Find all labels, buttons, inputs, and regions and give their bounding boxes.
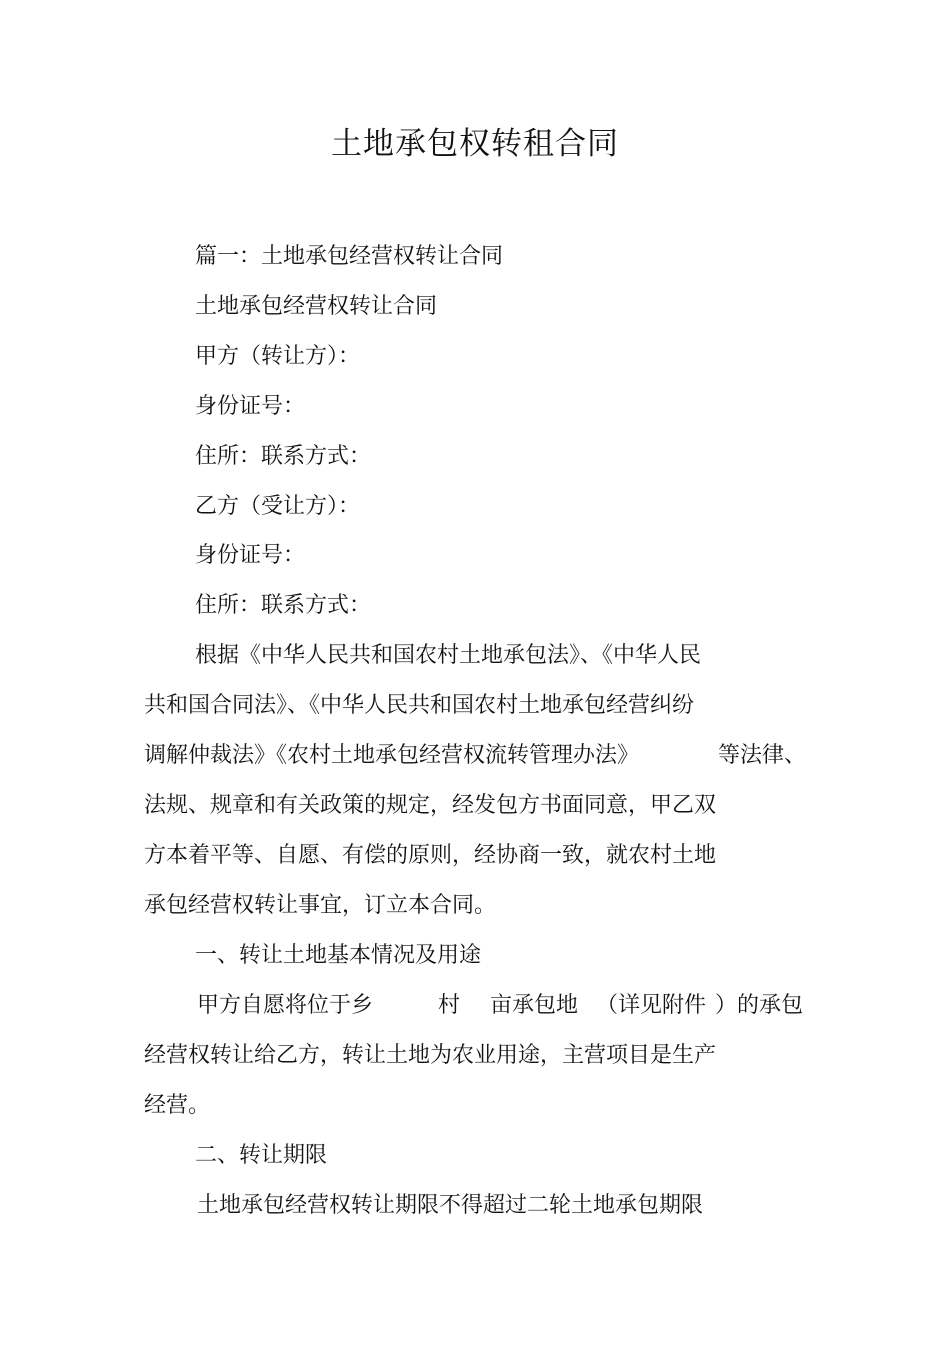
paragraph-line: 土地承包经营权转让期限不得超过二轮土地承包期限: [197, 1193, 704, 1218]
contract-right-text: ）的承包: [715, 993, 804, 1018]
paragraph-line: 经营权转让给乙方，转让土地为农业用途，主营项目是生产: [144, 1043, 717, 1068]
paragraph-line: 经营。: [144, 1093, 211, 1118]
party-b-label: 乙方（受让方）：: [195, 494, 361, 519]
paragraph-line: 调解仲裁法》《农村土地承包经营权流转管理办法》: [144, 743, 640, 768]
party-a-id-label: 身份证号：: [195, 394, 306, 419]
section-heading-term: 二、转让期限: [195, 1143, 328, 1168]
paragraph-line: 方本着平等、自愿、有偿的原则，经协商一致，就农村土地: [144, 843, 717, 868]
party-b-id-label: 身份证号：: [195, 543, 306, 568]
paragraph-line: 共和国合同法》、《中华人民共和国农村土地承包经营纠纷: [144, 693, 695, 718]
section-heading-land-info: 一、转让土地基本情况及用途: [195, 943, 482, 968]
document-title: 土地承包权转租合同: [331, 126, 619, 162]
party-a-label: 甲方（转让方）：: [195, 344, 361, 369]
paragraph-line: 法规、规章和有关政策的规定，经发包方书面同意，甲乙双: [144, 793, 717, 818]
paragraph-line-fragment: 等法律、: [718, 743, 807, 768]
party-a-address-label: 住所：联系方式：: [195, 444, 372, 469]
party-b-address-label: 住所：联系方式：: [195, 593, 372, 618]
section-heading-part-one: 篇一：土地承包经营权转让合同: [195, 244, 504, 269]
village-text: 村: [438, 993, 461, 1018]
land-area-text: 亩承包地: [490, 993, 579, 1018]
attachment-note-text: （详见附件: [596, 993, 707, 1018]
contract-name: 土地承包经营权转让合同: [195, 294, 438, 319]
land-location-text: 甲方自愿将位于乡: [197, 993, 374, 1018]
paragraph-line: 根据《中华人民共和国农村土地承包法》、《中华人民: [195, 643, 702, 668]
paragraph-line: 承包经营权转让事宜，订立本合同。: [144, 893, 497, 918]
